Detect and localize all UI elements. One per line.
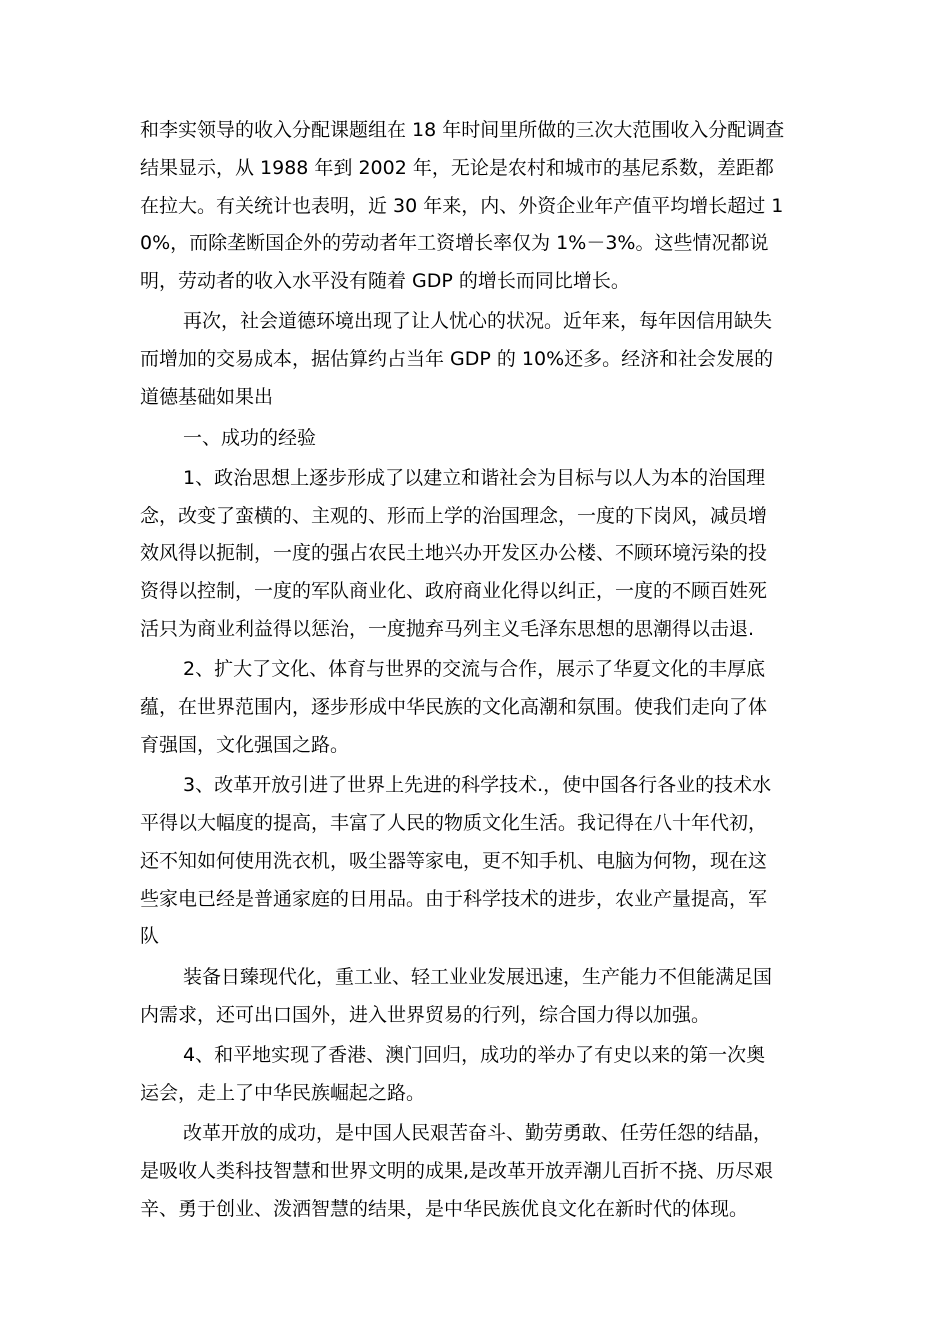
text-line: 是吸收人类科技智慧和世界文明的成果,是改革开放弄潮儿百折不挠、历尽艰 bbox=[140, 1160, 774, 1182]
text-line: 念，改变了蛮横的、主观的、形而上学的治国理念，一度的下岗风，减员增 bbox=[140, 505, 768, 527]
paragraph-first-line: 3、改革开放引进了世界上先进的科学技术.，使中国各行各业的技术水 bbox=[183, 774, 772, 796]
text-line: 内需求，还可出口国外，进入世界贸易的行列，综合国力得以加强。 bbox=[140, 1004, 711, 1026]
text-line: 在拉大。有关统计也表明，近 30 年来，内、外资企业年产值平均增长超过 1 bbox=[140, 195, 784, 217]
paragraph-first-line: 再次，社会道德环境出现了让人忧心的状况。近年来，每年因信用缺失 bbox=[183, 310, 773, 332]
paragraph-first-line: 1、政治思想上逐步形成了以建立和谐社会为目标与以人为本的治国理 bbox=[183, 467, 766, 489]
text-line: 些家电已经是普通家庭的日用品。由于科学技术的进步，农业产量提高，军 bbox=[140, 888, 768, 910]
paragraph-first-line: 改革开放的成功，是中国人民艰苦奋斗、勤劳勇敢、任劳任怨的结晶， bbox=[183, 1122, 773, 1144]
text-line: 蕴，在世界范围内，逐步形成中华民族的文化高潮和氛围。使我们走向了体 bbox=[140, 696, 768, 718]
text-line: 育强国，文化强国之路。 bbox=[140, 734, 350, 756]
section-heading: 一、成功的经验 bbox=[183, 427, 317, 449]
text-line: 而增加的交易成本，据估算约占当年 GDP 的 10%还多。经济和社会发展的 bbox=[140, 348, 774, 370]
text-line: 辛、勇于创业、泼洒智慧的结果，是中华民族优良文化在新时代的体现。 bbox=[140, 1198, 749, 1220]
text-line: 运会，走上了中华民族崛起之路。 bbox=[140, 1082, 426, 1104]
text-line: 平得以大幅度的提高，丰富了人民的物质文化生活。我记得在八十年代初， bbox=[140, 812, 768, 834]
text-line: 队 bbox=[140, 925, 160, 947]
text-line: 0%，而除垄断国企外的劳动者年工资增长率仅为 1%－3%。这些情况都说 bbox=[140, 232, 769, 254]
text-line: 效风得以扼制，一度的强占农民土地兴办开发区办公楼、不顾环境污染的投 bbox=[140, 542, 768, 564]
text-line: 还不知如何使用洗衣机，吸尘器等家电，更不知手机、电脑为何物，现在这 bbox=[140, 850, 768, 872]
text-line: 道德基础如果出 bbox=[140, 386, 274, 408]
text-line: 资得以控制，一度的军队商业化、政府商业化得以纠正，一度的不顾百姓死 bbox=[140, 580, 768, 602]
paragraph-first-line: 2、扩大了文化、体育与世界的交流与合作，展示了华夏文化的丰厚底 bbox=[183, 658, 766, 680]
paragraph-first-line: 4、和平地实现了香港、澳门回归，成功的举办了有史以来的第一次奥 bbox=[183, 1044, 766, 1066]
text-line: 和李实领导的收入分配课题组在 18 年时间里所做的三次大范围收入分配调查 bbox=[140, 119, 785, 141]
paragraph-first-line: 装备日臻现代化，重工业、轻工业业发展迅速，生产能力不但能满足国 bbox=[183, 966, 773, 988]
text-line: 结果显示，从 1988 年到 2002 年，无论是农村和城市的基尼系数，差距都 bbox=[140, 157, 774, 179]
text-line: 明，劳动者的收入水平没有随着 GDP 的增长而同比增长。 bbox=[140, 270, 630, 292]
text-line: 活只为商业利益得以惩治，一度抛弃马列主义毛泽东思想的思潮得以击退. bbox=[140, 618, 755, 640]
